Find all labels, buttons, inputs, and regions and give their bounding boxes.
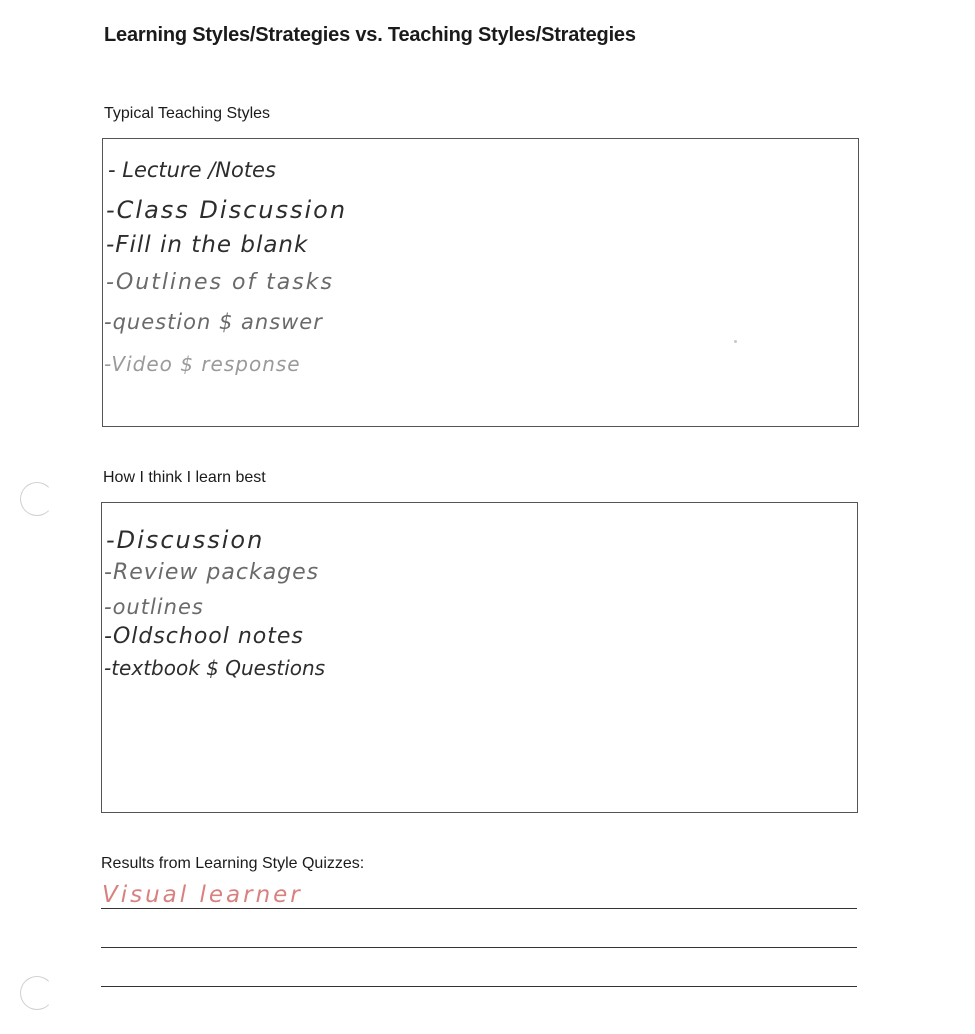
learn-best-line: -outlines	[104, 595, 204, 619]
punch-hole-mark	[20, 482, 54, 516]
answer-line	[101, 908, 857, 909]
teaching-line: -Class Discussion	[106, 196, 348, 224]
learn-best-line: -Oldschool notes	[104, 624, 304, 649]
punch-hole-mark	[20, 976, 54, 1010]
teaching-line: -Fill in the blank	[106, 232, 309, 258]
teaching-styles-label: Typical Teaching Styles	[104, 105, 271, 122]
page-title: Learning Styles/Strategies vs. Teaching Styles/Strategies	[104, 24, 636, 46]
answer-line	[101, 947, 857, 948]
teaching-line: -Outlines of tasks	[106, 270, 334, 295]
teaching-line: -Video $ response	[104, 352, 301, 376]
quiz-result-answer: Visual learner	[102, 882, 303, 908]
learn-best-line: -Discussion	[106, 526, 265, 554]
teaching-line: -question $ answer	[104, 310, 323, 334]
answer-line	[101, 986, 857, 987]
learn-best-label: How I think I learn best	[103, 469, 266, 486]
teaching-line: - Lecture /Notes	[108, 158, 276, 182]
quiz-results-label: Results from Learning Style Quizzes:	[101, 855, 365, 872]
learn-best-line: -Review packages	[104, 560, 320, 585]
learn-best-line: -textbook $ Questions	[104, 656, 326, 680]
